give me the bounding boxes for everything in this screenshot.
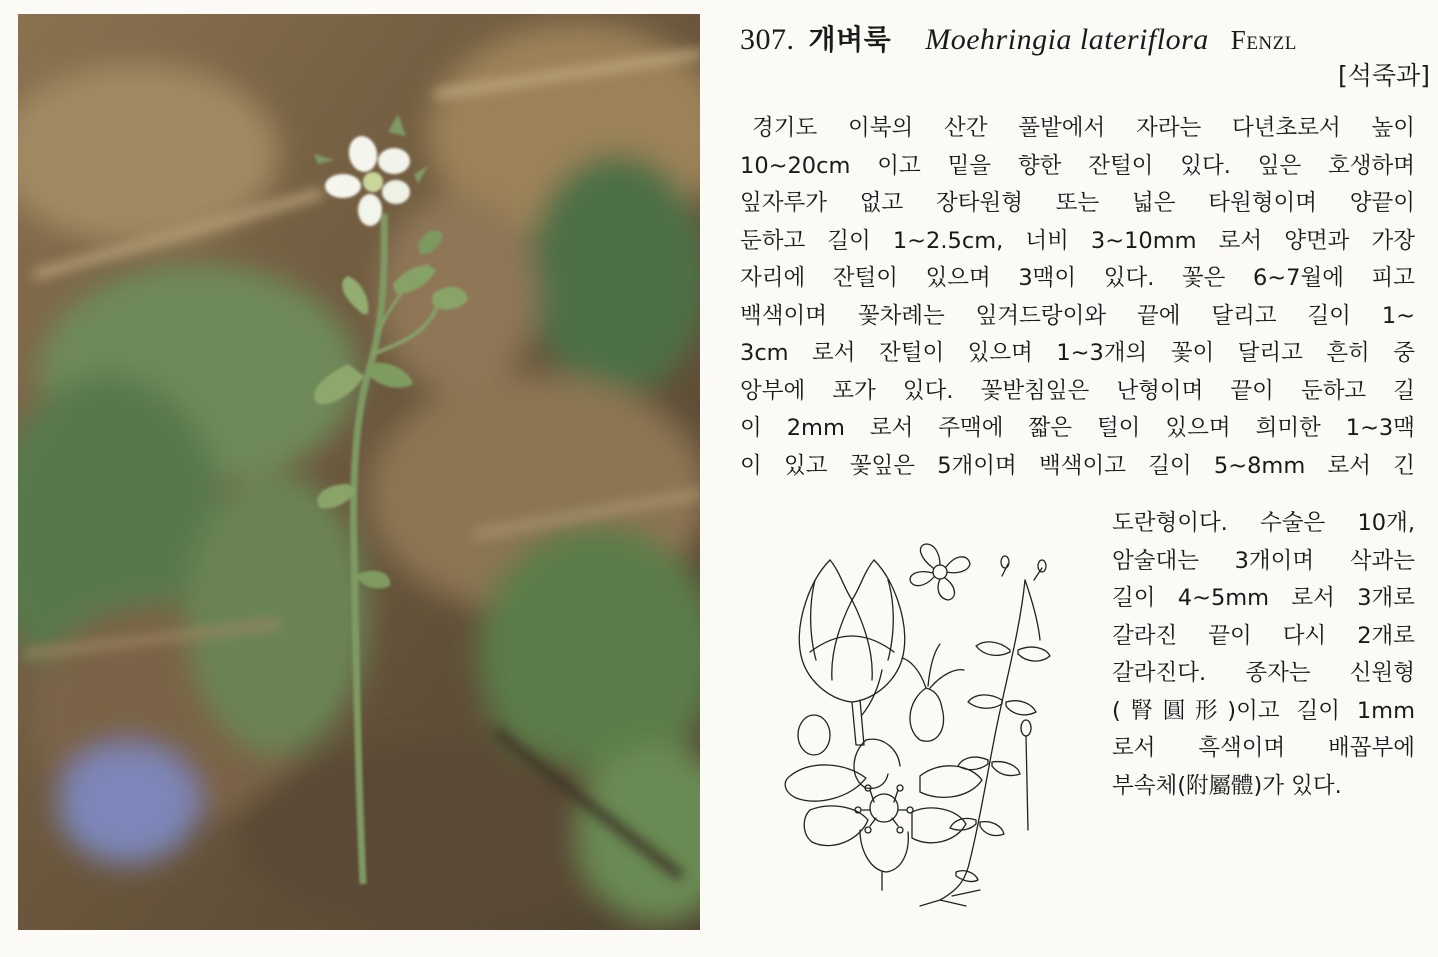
- description: [740, 110, 1415, 485]
- plant-photo-graphic: [18, 14, 700, 930]
- entry-number: 307.: [740, 23, 795, 56]
- description-line: 백색이며 꽃차례는 잎겨드랑이와 끝에 달리고 길이 1~: [740, 302, 1415, 329]
- description-line: 로서 흑색이며 배꼽부에: [1112, 735, 1415, 761]
- description-line: 갈라진 끝이 다시 2개로: [1112, 622, 1415, 649]
- description-continued: [1112, 505, 1415, 805]
- author-name: Fenzl: [1230, 25, 1297, 55]
- description-line: 이 있고 꽃잎은 5개이며 백색이고 길이 5~8mm 로서 긴: [740, 452, 1415, 479]
- open-flower-drawing: [785, 739, 982, 890]
- botanical-illustration: [770, 540, 1090, 910]
- description-line: 둔하고 길이 1~2.5cm, 너비 3~10mm 로서 양면과 가장: [740, 227, 1415, 254]
- family-name: [석죽과]: [1338, 61, 1430, 90]
- description-line: 잎자루가 없고 장타원형 또는 넓은 타원형이며 양끝이: [740, 190, 1415, 216]
- description-line: (腎圓形)이고 길이 1mm: [1112, 697, 1415, 724]
- korean-name: 개벼룩: [808, 23, 892, 56]
- description-line: 자리에 잔털이 있으며 3맥이 있다. 꽃은 6~7월에 피고: [740, 265, 1415, 291]
- description-line: 암술대는 3개이며 삭과는: [1112, 547, 1415, 574]
- description-line: 이 2mm 로서 주맥에 짧은 털이 있으며 희미한 1~3맥: [740, 415, 1415, 441]
- pistil-drawing: [902, 644, 964, 741]
- description-line: 도란형이다. 수술은 10개,: [1112, 510, 1415, 536]
- description-line: 3cm 로서 잔털이 있으며 1~3개의 꽃이 달리고 흔히 중: [740, 340, 1415, 366]
- seed-drawing: [798, 715, 830, 755]
- description-line: 경기도 이북의 산간 풀밭에서 자라는 다년초로서 높이: [752, 115, 1415, 141]
- small-flower-drawing: [910, 544, 970, 600]
- description-line: 갈라진다. 종자는 신원형: [1112, 660, 1415, 686]
- plant-photo: [18, 14, 700, 930]
- description-line: 부속체(附屬體)가 있다.: [1112, 772, 1342, 799]
- calyx-drawing: [799, 560, 904, 745]
- description-line: 길이 4~5mm 로서 3개로: [1112, 585, 1415, 611]
- description-line: 10~20cm 이고 밑을 향한 잔털이 있다. 잎은 호생하며: [740, 152, 1415, 179]
- description-line: 앙부에 포가 있다. 꽃받침잎은 난형이며 끝이 둔하고 길: [740, 377, 1415, 404]
- scientific-name: Moehringia lateriflora: [925, 23, 1209, 56]
- stamen-drawing: [1021, 720, 1031, 830]
